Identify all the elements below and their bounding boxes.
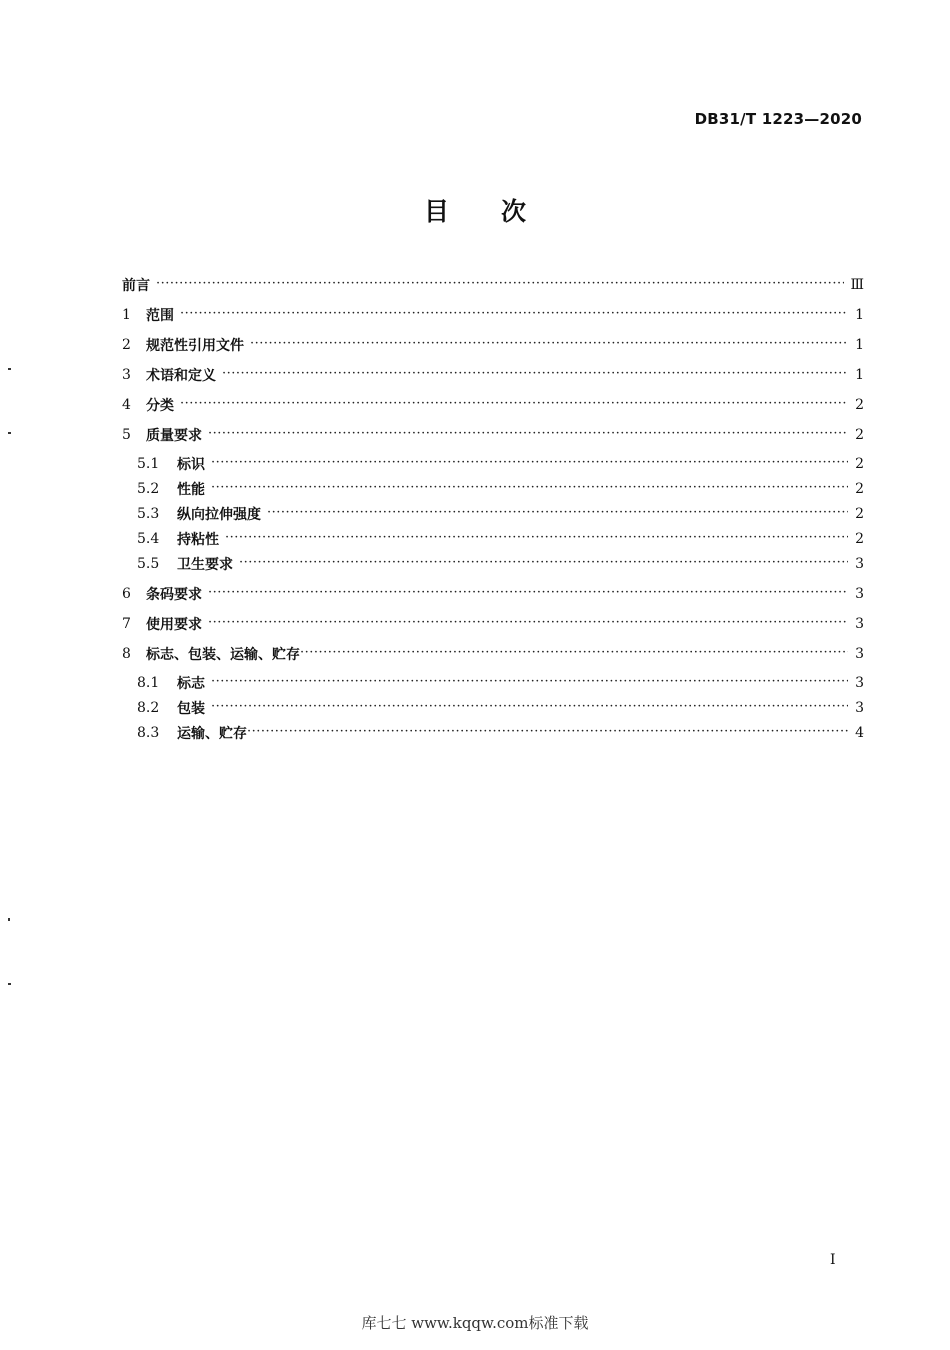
- dot-leader: [211, 698, 848, 718]
- toc-entry-label: 术语和定义: [146, 368, 216, 384]
- scan-mark: [8, 368, 11, 370]
- dot-leader: [300, 644, 848, 664]
- toc-entry-label: 标志: [177, 676, 205, 692]
- toc-entry-number: 6: [122, 586, 131, 602]
- toc-entry-label: 范围: [146, 308, 174, 324]
- toc-entry-4[interactable]: [122, 395, 864, 415]
- toc-entry-foreword[interactable]: [122, 275, 864, 295]
- toc-entry-page: 3: [855, 646, 864, 662]
- toc-entry-7[interactable]: [122, 614, 864, 634]
- toc-entry-5[interactable]: [122, 425, 864, 445]
- toc-entry-8-3[interactable]: [122, 723, 864, 743]
- toc-entry-2[interactable]: [122, 335, 864, 355]
- toc-entry-page: 3: [855, 700, 864, 716]
- toc-entry-page: 1: [855, 367, 864, 383]
- toc-entry-label: 标识: [177, 457, 205, 473]
- toc-entry-page: 3: [855, 586, 864, 602]
- toc-entry-page: 3: [855, 556, 864, 572]
- toc-entry-page: 2: [855, 531, 864, 547]
- toc-entry-number: 5.3: [137, 506, 160, 522]
- toc-entry-label: 规范性引用文件: [146, 338, 244, 354]
- toc-entry-8-1[interactable]: [122, 673, 864, 693]
- toc-entry-label: 条码要求: [146, 587, 202, 603]
- toc-entry-page: 2: [855, 397, 864, 413]
- dot-leader: [211, 454, 848, 474]
- dot-leader: [208, 584, 848, 604]
- dot-leader: [222, 365, 848, 385]
- toc-entry-5-5[interactable]: [122, 554, 864, 574]
- dot-leader: [180, 395, 848, 415]
- toc-entry-number: 8.1: [137, 675, 160, 691]
- toc-entry-5-3[interactable]: [122, 504, 864, 524]
- toc-entry-label: 纵向拉伸强度: [177, 507, 261, 523]
- toc-entry-number: 8.2: [137, 700, 160, 716]
- toc-entry-number: 5.5: [137, 556, 160, 572]
- toc-entry-label: 前言: [122, 278, 150, 294]
- toc-entry-label: 质量要求: [146, 428, 202, 444]
- toc-entry-page: 4: [855, 725, 864, 741]
- toc-entry-number: 7: [122, 616, 131, 632]
- toc-entry-page: 3: [855, 616, 864, 632]
- dot-leader: [180, 305, 848, 325]
- dot-leader: [208, 614, 848, 634]
- toc-entry-label: 包装: [177, 701, 205, 717]
- dot-leader: [156, 275, 844, 295]
- toc-entry-number: 4: [122, 397, 131, 413]
- dot-leader: [239, 554, 848, 574]
- toc-entry-page: 2: [855, 481, 864, 497]
- document-code: DB31/T 1223—2020: [694, 110, 862, 128]
- toc-entry-page: 1: [855, 337, 864, 353]
- dot-leader: [250, 335, 848, 355]
- toc-entry-number: 8: [122, 646, 131, 662]
- toc-entry-label: 使用要求: [146, 617, 202, 633]
- watermark-link[interactable]: 库七七 www.kqqw.com标准下载: [361, 1314, 589, 1332]
- dot-leader: [211, 479, 848, 499]
- page-title: [0, 192, 950, 228]
- toc-entry-number: 5.1: [137, 456, 160, 472]
- toc-entry-page: 3: [855, 675, 864, 691]
- dot-leader: [211, 673, 848, 693]
- toc-entry-number: 5: [122, 427, 131, 443]
- toc-entry-page: 1: [855, 307, 864, 323]
- toc-entry-5-4[interactable]: [122, 529, 864, 549]
- toc-entry-label: 性能: [177, 482, 205, 498]
- dot-leader: [247, 723, 848, 743]
- scan-mark: [8, 983, 11, 985]
- toc-entry-label: 卫生要求: [177, 557, 233, 573]
- dot-leader: [225, 529, 848, 549]
- toc-entry-number: 5.2: [137, 481, 160, 497]
- toc-entry-6[interactable]: [122, 584, 864, 604]
- toc-entry-label: 运输、贮存: [177, 726, 247, 742]
- scan-mark: [8, 918, 10, 921]
- toc-entry-8[interactable]: [122, 644, 864, 664]
- toc-entry-1[interactable]: [122, 305, 864, 325]
- toc-entry-3[interactable]: [122, 365, 864, 385]
- toc-entry-number: 5.4: [137, 531, 160, 547]
- toc-entry-page: 2: [855, 427, 864, 443]
- page-number: I: [830, 1252, 836, 1268]
- toc-entry-8-2[interactable]: [122, 698, 864, 718]
- toc-entry-label: 持粘性: [177, 532, 219, 548]
- title-part-1: 目: [423, 197, 449, 226]
- scan-mark: [8, 432, 11, 434]
- toc-entry-5-1[interactable]: [122, 454, 864, 474]
- toc-entry-5-2[interactable]: [122, 479, 864, 499]
- dot-leader: [208, 425, 848, 445]
- toc-entry-page: 2: [855, 456, 864, 472]
- toc-entry-number: 1: [122, 307, 131, 323]
- toc-entry-number: 3: [122, 367, 131, 383]
- toc-entry-label: 分类: [146, 398, 174, 414]
- toc-entry-number: 8.3: [137, 725, 160, 741]
- toc-entry-number: 2: [122, 337, 131, 353]
- toc-entry-page: Ⅲ: [850, 277, 864, 293]
- toc-entry-label: 标志、包装、运输、贮存: [146, 647, 300, 663]
- title-part-2: 次: [501, 197, 527, 226]
- toc-entry-page: 2: [855, 506, 864, 522]
- dot-leader: [267, 504, 848, 524]
